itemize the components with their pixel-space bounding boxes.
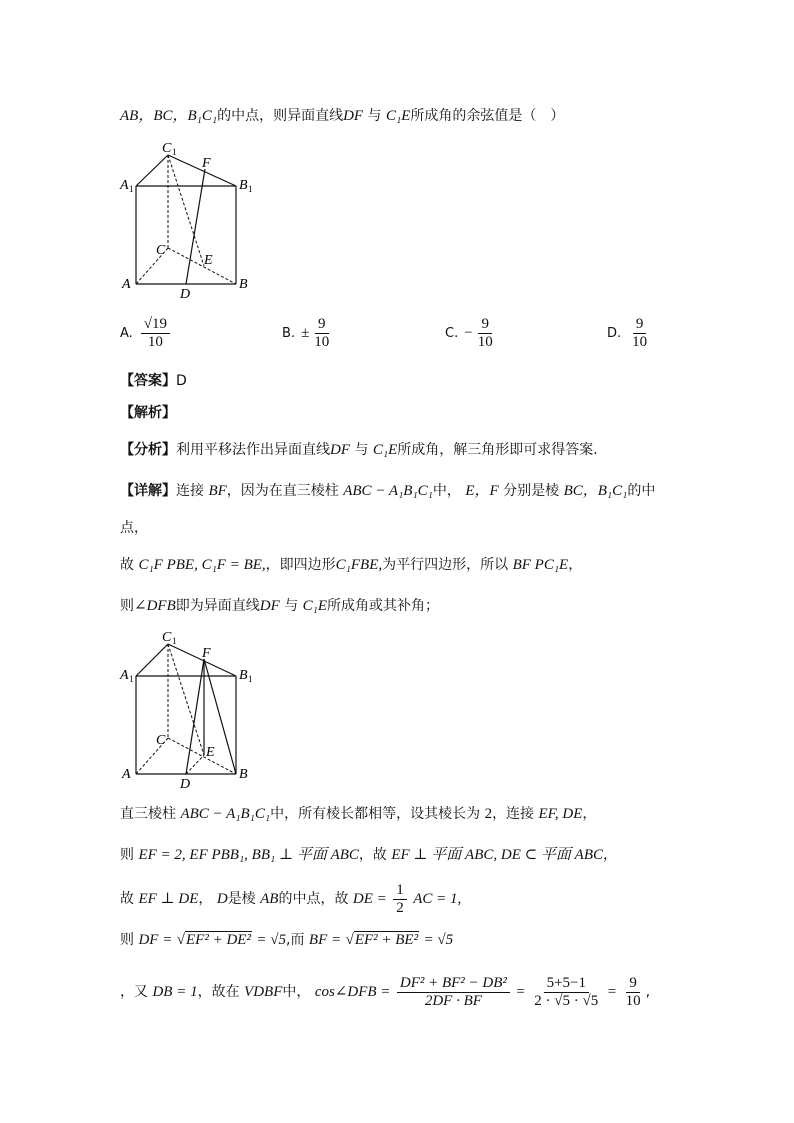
sol-s4f: BF = <box>308 932 342 948</box>
option-b-sign: ± <box>301 325 310 341</box>
question-line <box>120 106 564 126</box>
sol-s5d: VDBF <box>244 984 283 1000</box>
question-prefix-math: AB，BC，B₁C₁ <box>120 108 218 124</box>
xiangjie-line4 <box>120 596 439 616</box>
sol-s5l: , <box>645 984 651 1000</box>
sqrt-sign-1: √ <box>176 932 186 948</box>
sol-half-den: 2 <box>396 899 404 916</box>
label-c1-sub: 1 <box>172 147 177 157</box>
sol-s4g: EF² + BE² <box>354 932 419 948</box>
xiangjie-line1 <box>120 481 655 501</box>
label-c: C <box>156 243 166 258</box>
xj-p3f: BF PC₁E <box>512 557 569 573</box>
xj-p1b: BF <box>208 483 227 499</box>
question-text: 的中点，则异面直线 <box>217 108 344 124</box>
sol-s3d: D <box>216 891 228 907</box>
sol-s1f: EF, DE <box>538 806 583 822</box>
sol-result-frac <box>623 975 644 1010</box>
xj-p3g: ， <box>568 557 583 573</box>
xj-p2: 点， <box>120 520 148 536</box>
xj-p4d: DF <box>259 598 280 614</box>
sol-num-frac <box>531 975 601 1010</box>
xiangjie-line3 <box>120 555 582 575</box>
prism-figure-2 <box>118 628 258 793</box>
fig2-label-a1: A <box>120 668 129 683</box>
fenxi-text2: 所成角，解三角形即可求得答案. <box>397 442 598 458</box>
answer-value: D <box>176 373 187 389</box>
xj-p1e: 中， <box>432 483 461 499</box>
option-a-den: 10 <box>147 334 163 350</box>
xj-p1a: 连接 <box>176 483 204 499</box>
option-a[interactable] <box>120 316 172 351</box>
sol-s4b: DF = <box>138 932 173 948</box>
solution-line4 <box>120 930 453 950</box>
sol-s3g: 的中点，故 <box>278 891 349 907</box>
option-d-den: 10 <box>632 334 648 350</box>
sol-s3h: DE = <box>352 891 387 907</box>
sol-s5h: = <box>516 984 525 1000</box>
xj-p1f: E，F <box>465 483 499 499</box>
sol-s1d: 2 <box>484 806 493 822</box>
question-suffix: 所成角的余弦值是（ ） <box>410 108 565 124</box>
sol-s3a: 故 <box>120 891 134 907</box>
solution-line2 <box>120 845 617 865</box>
fig2-label-c1: C <box>162 630 172 645</box>
fenxi-v1: DF <box>330 442 350 458</box>
label-d: D <box>180 287 191 302</box>
option-c-num: 9 <box>478 316 492 334</box>
sol-s5e: 中， <box>282 984 311 1000</box>
label-a1: A <box>120 178 129 193</box>
sol-s2c: ，故 <box>358 847 387 863</box>
sol-num-den: 2 · √5 · √5 <box>534 992 599 1009</box>
var-c1e: C₁E <box>386 108 411 124</box>
sol-s2e: ， <box>603 847 618 863</box>
sol-num-num: 5+5−1 <box>544 975 589 993</box>
label-c1: C <box>162 141 172 156</box>
option-d[interactable] <box>607 316 652 351</box>
solution-line5 <box>120 970 650 1014</box>
sol-half-num: 1 <box>393 882 407 900</box>
option-b-frac <box>311 316 332 351</box>
option-b-num: 9 <box>315 316 329 334</box>
sol-s4h: = √5 <box>423 932 454 948</box>
xj-p3c: ，即四边形 <box>265 557 336 573</box>
sol-s1e: ，连接 <box>492 806 535 822</box>
solution-line1 <box>120 804 596 824</box>
sol-s1b: ABC − A₁B₁C₁ <box>180 806 271 822</box>
fenxi-text1: 利用平移法作出异面直线 <box>176 442 330 458</box>
sol-s4a: 则 <box>120 932 134 948</box>
fig2-label-f: F <box>202 646 211 661</box>
label-b1: B <box>239 178 248 193</box>
xj-p3e: 为平行四边形，所以 <box>382 557 509 573</box>
option-c-label: C. <box>445 326 459 341</box>
label-f: F <box>202 156 211 171</box>
fig2-label-a1-sub: 1 <box>129 674 134 684</box>
answer-line <box>120 371 187 391</box>
sqrt-sign-2: √ <box>345 932 354 948</box>
label-b1-sub: 1 <box>248 184 253 194</box>
option-b[interactable] <box>282 316 334 351</box>
xj-p4c: 即为异面直线 <box>175 598 260 614</box>
xiangjie-line2 <box>120 518 148 538</box>
option-c-frac <box>475 316 496 351</box>
fig2-label-b: B <box>239 767 248 782</box>
sol-s1a: 直三棱柱 <box>120 806 176 822</box>
analysis-tag: 【解析】 <box>120 405 176 421</box>
xj-p4e: 与 <box>284 598 299 614</box>
sol-s3c: ， <box>198 891 213 907</box>
label-b: B <box>239 277 248 292</box>
option-a-frac <box>141 316 170 351</box>
xj-p4b: ∠DFB <box>134 598 176 614</box>
sol-s2a: 则 <box>120 847 134 863</box>
sol-s4e: ,而 <box>286 932 305 948</box>
sol-s3e: 是棱 <box>227 891 256 907</box>
fenxi-line <box>120 440 598 460</box>
sol-s1c: 中，所有棱长都相等，设其棱长为 <box>270 806 481 822</box>
sol-s3f: AB <box>260 891 279 907</box>
xj-p1d: ABC − A₁B₁C₁ <box>343 483 433 499</box>
xj-p3d: C₁FBE, <box>335 557 383 573</box>
xj-p4g: 所成角或其补角； <box>327 598 440 614</box>
fenxi-conn: 与 <box>354 442 369 458</box>
xj-p1g: 分别是棱 <box>503 483 560 499</box>
connector: 与 <box>367 108 382 124</box>
sol-s5f: cos∠DFB = <box>314 984 391 1000</box>
xj-p1h: BC，B₁C₁ <box>563 483 628 499</box>
option-c-sign: − <box>464 325 473 341</box>
xj-p4f: C₁E <box>302 598 328 614</box>
option-c-den: 10 <box>477 334 493 350</box>
sol-cos-num: DF² + BF² − DB² <box>397 975 510 993</box>
sol-s5b: DB = 1 <box>152 984 198 1000</box>
prism-figure-1 <box>118 140 258 305</box>
answer-tag: 【答案】 <box>120 373 176 389</box>
sol-cos-den: 2DF · BF <box>424 992 482 1009</box>
sol-s5c: ，故在 <box>197 984 240 1000</box>
xj-p4a: 则 <box>120 598 134 614</box>
sol-s4d: = √5 <box>256 932 287 948</box>
var-df: DF <box>343 108 364 124</box>
option-b-label: B. <box>282 326 296 341</box>
fig2-label-b1-sub: 1 <box>248 674 253 684</box>
sol-cos-frac <box>397 975 510 1010</box>
option-b-den: 10 <box>314 334 330 350</box>
xiangjie-tag: 【详解】 <box>120 483 176 499</box>
fig2-label-d: D <box>180 777 191 792</box>
sol-result-den: 10 <box>625 992 641 1009</box>
option-c[interactable] <box>445 316 498 351</box>
sol-s3j: AC = 1, <box>413 891 462 907</box>
solution-line3 <box>120 880 461 918</box>
fig2-label-a: A <box>122 767 131 782</box>
fig2-label-c: C <box>156 733 166 748</box>
fenxi-tag: 【分析】 <box>120 442 176 458</box>
sol-half-frac <box>393 882 407 917</box>
fig2-label-b1: B <box>239 668 248 683</box>
sol-s2b: EF = 2, EF PBB₁, BB₁ ⊥ 平面 ABC <box>138 847 359 863</box>
analysis-tag-line <box>120 403 176 423</box>
figure-1-labels <box>119 141 253 302</box>
xj-p1c: ，因为在直三棱柱 <box>226 483 339 499</box>
sol-result-num: 9 <box>626 975 640 993</box>
label-a1-sub: 1 <box>129 184 134 194</box>
option-a-label: A. <box>120 326 133 341</box>
label-a: A <box>122 277 131 292</box>
option-a-num: √19 <box>141 316 170 334</box>
xj-p3a: 故 <box>120 557 134 573</box>
label-e: E <box>204 253 213 268</box>
xj-p3b: C₁F PBE, C₁F = BE, <box>138 557 266 573</box>
sol-s5j: = <box>607 984 617 1000</box>
figure-2-labels <box>119 630 253 792</box>
option-d-frac <box>629 316 650 351</box>
fig2-label-e: E <box>206 745 215 760</box>
sol-s3b: EF ⊥ DE <box>138 891 199 907</box>
xj-p1i: 的中 <box>627 483 656 499</box>
fenxi-v2: C₁E <box>372 442 398 458</box>
sol-s5a: ，又 <box>120 984 148 1000</box>
fig2-label-c1-sub: 1 <box>172 636 177 646</box>
option-d-num: 9 <box>633 316 647 334</box>
option-d-label: D. <box>607 326 622 341</box>
sol-s1g: ， <box>582 806 597 822</box>
sol-s2d: EF ⊥ 平面 ABC, DE ⊂ 平面 ABC <box>391 847 604 863</box>
sol-s4c: EF² + DE² <box>186 932 251 948</box>
